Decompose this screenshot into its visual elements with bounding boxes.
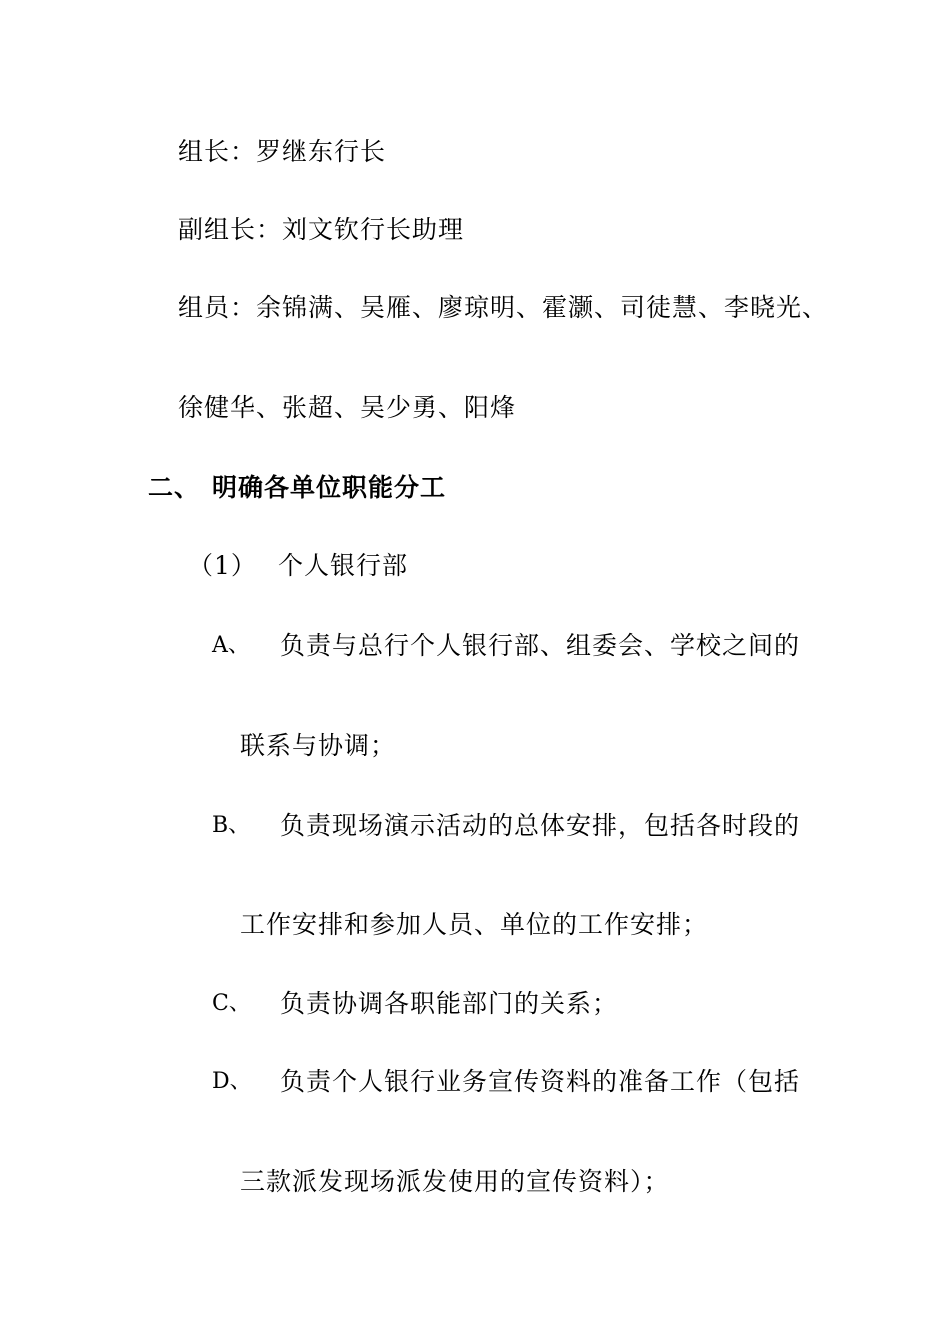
- item-b-line-1: 负责现场演示活动的总体安排，包括各时段的: [280, 811, 801, 840]
- section-two-title: 明确各单位职能分工: [212, 473, 447, 502]
- section-two-number: 二、: [148, 473, 201, 502]
- members-line-1: 组员：余锦满、吴雁、廖琼明、霍灏、司徒慧、李晓光、: [178, 293, 829, 322]
- item-a-marker: A、: [212, 633, 250, 658]
- item-d-line-2: 三款派发现场派发使用的宣传资料）；: [240, 1167, 670, 1196]
- item-c-marker: C、: [212, 991, 251, 1016]
- leader-line: 组长：罗继东行长: [178, 137, 387, 166]
- members-line-2: 徐健华、张超、吴少勇、阳烽: [178, 393, 517, 422]
- deputy-leader-line: 副组长：刘文钦行长助理: [178, 215, 465, 244]
- item-d-line-1: 负责个人银行业务宣传资料的准备工作（包括: [280, 1067, 801, 1096]
- item-a-line-1: 负责与总行个人银行部、组委会、学校之间的: [280, 631, 801, 660]
- item-d-marker: D、: [212, 1069, 252, 1094]
- item-c-line-1: 负责协调各职能部门的关系；: [280, 989, 619, 1018]
- item-b-line-2: 工作安排和参加人员、单位的工作安排；: [240, 910, 709, 939]
- subsection-1-number: （1）: [188, 551, 257, 580]
- subsection-1-title: 个人银行部: [278, 551, 409, 580]
- item-a-line-2: 联系与协调；: [240, 731, 397, 760]
- item-b-marker: B、: [212, 813, 251, 838]
